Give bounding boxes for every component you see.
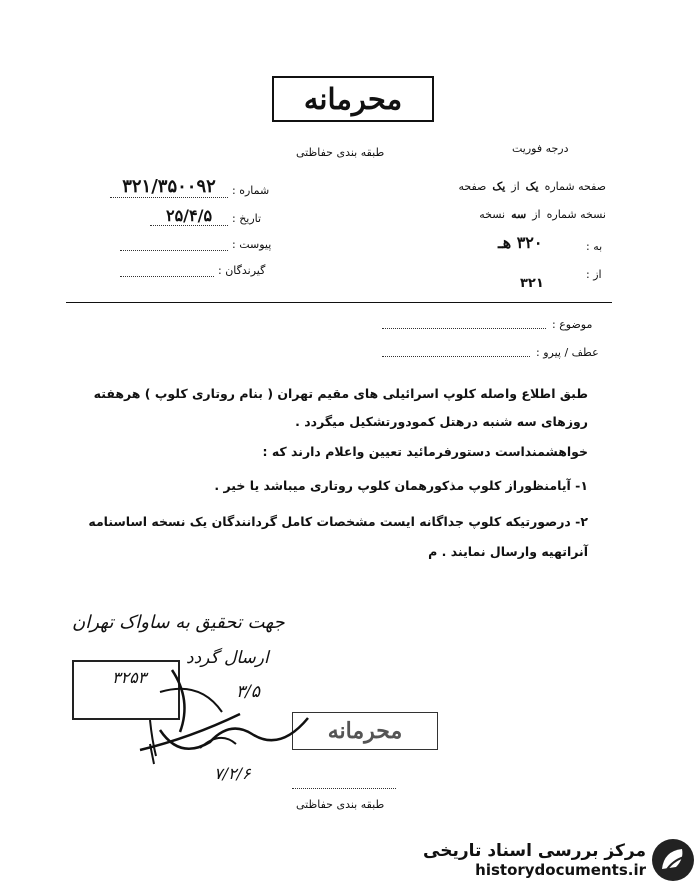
received-number: ۳۲۵۳ (112, 668, 147, 687)
signature (140, 700, 320, 770)
body-line-5: ۲- درصورتیکه کلوپ جداگانه ایست مشخصات کامل گردانندگان یک نسخه اساسنامه (88, 514, 588, 529)
watermark-logo-icon (652, 839, 694, 881)
body-line-4: ۱- آیامنظوراز کلوپ مذکورهمان کلوپ روتاری میباشد یا خیر . (214, 478, 588, 493)
date-label: تاریخ : (232, 212, 262, 225)
watermark (378, 832, 694, 888)
classification-label: طبقه بندی حفاظتی (296, 146, 385, 159)
copy-unit: نسخه (479, 208, 506, 221)
copy-of: از (532, 208, 541, 221)
subject-label: موضوع : (552, 318, 593, 331)
body-line-1: طبق اطلاع واصله کلوپ اسرائیلی های مقیم تهران ( بنام روتاری کلوپ ) هرهفته (93, 386, 588, 401)
to-value: ۳۲۰ هـ (498, 233, 543, 252)
page-line-prefix: صفحه شماره (544, 180, 606, 193)
urgency-label: درجه فوریت (512, 142, 569, 155)
page-number-line (376, 180, 606, 193)
handwritten-note-1: جهت تحقیق به ساواک تهران (72, 612, 285, 633)
signature-stroke (160, 718, 308, 749)
watermark-title: مرکز بررسی اسناد تاریخی (423, 841, 646, 861)
page-unit: صفحه (458, 180, 487, 193)
number-label: شماره : (232, 184, 270, 197)
recipients-line (120, 276, 214, 277)
handwritten-fraction: ۳/۵ (236, 682, 260, 702)
folder-icon (658, 845, 688, 875)
body-line-2: روزهای سه شنبه درهتل کمودورتشکیل میگردد . (295, 414, 588, 429)
copy-total: سه (511, 208, 527, 221)
handwritten-note-2: ارسال گردد (186, 648, 269, 668)
signature-stroke (150, 744, 154, 764)
to-label: به : (586, 240, 603, 253)
handwritten-date: ۷/۲/۶ (214, 764, 251, 783)
watermark-text (423, 841, 646, 879)
classification-stamp-top (272, 76, 434, 122)
attachment-line (120, 250, 228, 251)
date-value: ۲۵/۴/۵ (150, 206, 228, 226)
body-line-3: خواهشمنداست دستورفرمائید تعیین واعلام دارند که : (262, 444, 588, 459)
page-of: از (511, 180, 520, 193)
watermark-url: historydocuments.ir (475, 861, 646, 879)
stamp-text: محرمانه (303, 82, 403, 116)
stamp-text: محرمانه (327, 718, 403, 744)
attachment-label: پیوست : (232, 238, 272, 251)
reference-line (382, 356, 530, 357)
signature-stroke (200, 738, 236, 748)
footer-classification-label: طبقه بندی حفاظتی (296, 798, 385, 811)
copy-line-prefix: نسخه شماره (546, 208, 606, 221)
subject-line (382, 328, 546, 329)
page-total: یک (492, 180, 506, 193)
footer-line (292, 788, 396, 789)
reference-label: عطف / پیرو : (536, 346, 599, 359)
header-separator (66, 302, 612, 303)
number-value: ۳۲۱/۳۵۰۰۹۲ (110, 176, 228, 198)
from-value: ۳۲۱ (520, 276, 544, 291)
recipients-label: گیرندگان : (218, 264, 266, 277)
body-line-6: آنراتهیه وارسال نمایند . م (428, 544, 588, 559)
copy-number-line (376, 208, 606, 221)
from-label: از : (586, 268, 602, 281)
page-value: یک (525, 180, 539, 193)
